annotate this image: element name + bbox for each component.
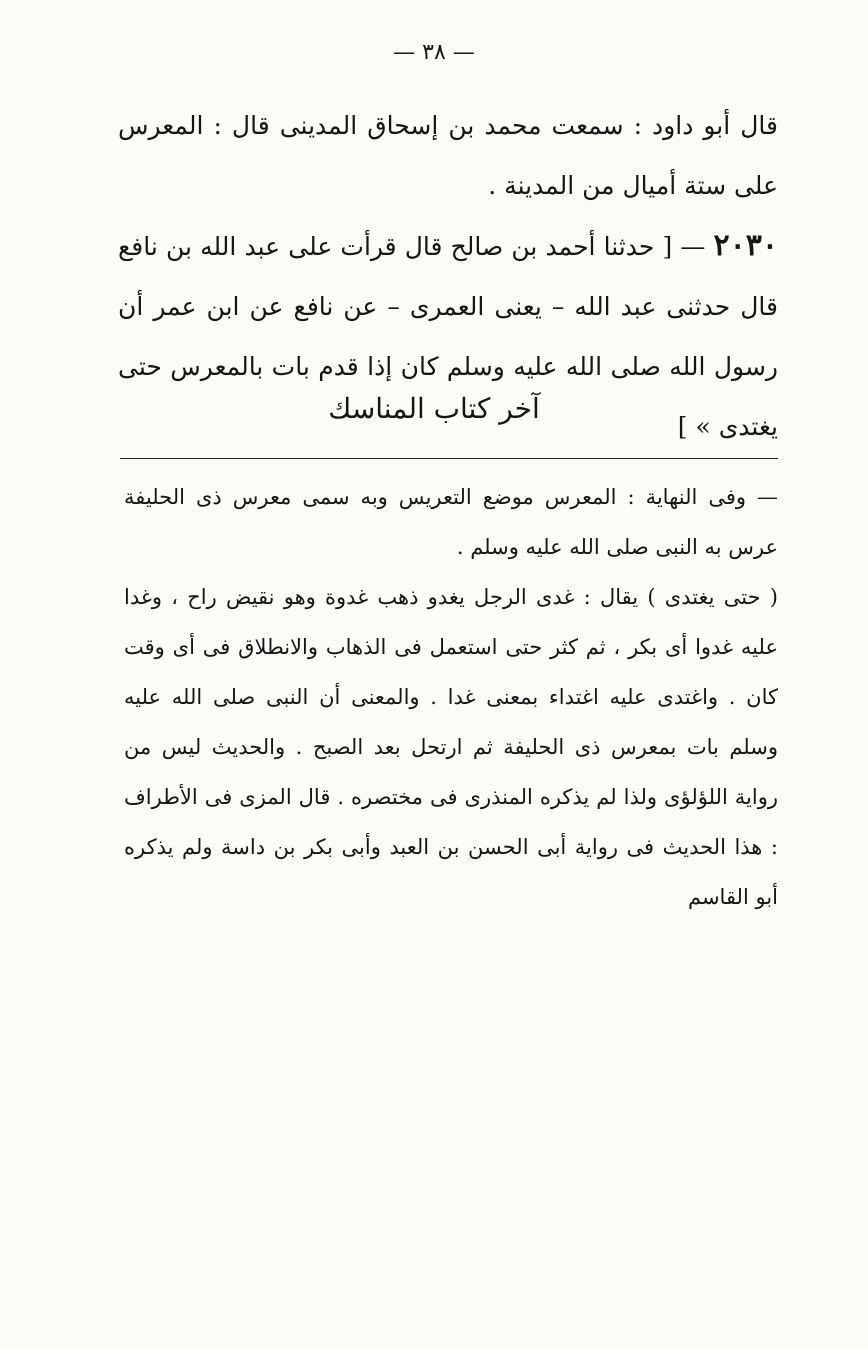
narration-paragraph: قال أبو داود : سمعت محمد بن إسحاق المدينى قال : المعرس على ستة أميال من المدينة .	[118, 111, 778, 200]
footnote-2: ( حتى يغتدى ) يقال : غدى الرجل يغدو ذهب غدوة وهو نقيض راح ، وغدا عليه غدوا أى بكر ، ثم كثر حتى استعمل فى الذهاب والانطلاق فى أى وقت كان . واغتدى عليه اغتداء بمعنى غدا . والمعنى أن النبى صلى الله عليه وسلم بات بمعرس ذى الحليفة ثم ارتحل بعد الصبح . والحديث ليس من رواية اللؤلؤى ولذا لم يذكره المنذرى فى مختصره . قال المزى فى الأطراف : هذا الحديث فى رواية أبى الحسن بن العبد وأبى بكر بن داسة ولم يذكره أبو القاسم	[124, 585, 778, 909]
footnote-divider	[120, 458, 778, 459]
footnotes	[124, 472, 778, 922]
footnote-1: — وفى النهاية : المعرس موضع التعريس وبه سمى معرس ذى الحليفة عرس به النبى صلى الله عليه وسلم .	[124, 485, 778, 559]
hadith-number: ٢٠٣٠	[713, 228, 778, 263]
page-number: — ٣٨ —	[393, 40, 475, 65]
hadith-body: — [ حدثنا أحمد بن صالح قال قرأت على عبد الله بن نافع قال حدثنى عبد الله – يعنى العمرى – عن نافع عن ابن عمر أن رسول الله صلى الله عليه وسلم كان إذا قدم بات بالمعرس حتى يغتدى » ]	[118, 232, 778, 441]
book-closing-title: آخر كتاب المناسك	[328, 392, 540, 425]
